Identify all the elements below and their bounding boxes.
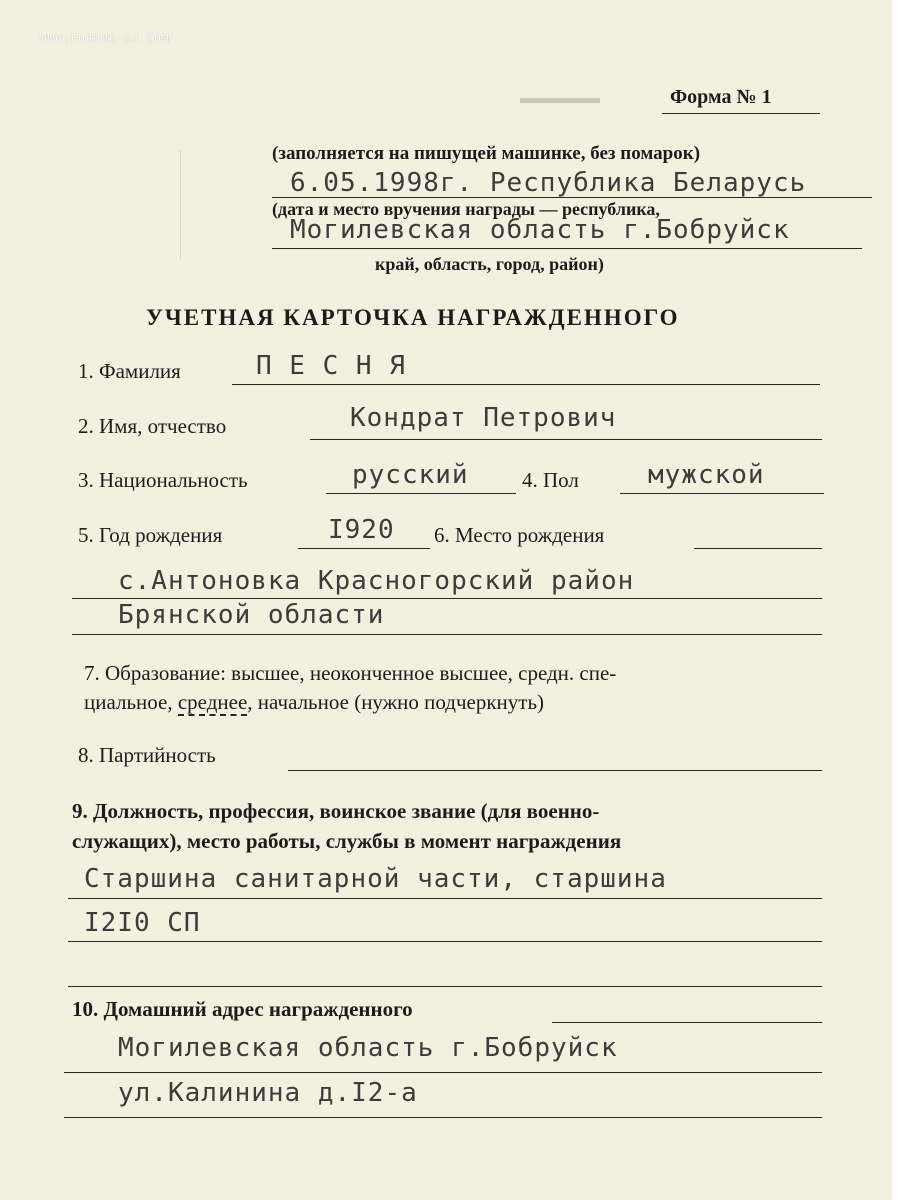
paper-edge — [892, 0, 898, 1200]
name-line — [310, 439, 822, 440]
education-option: циальное, — [84, 690, 178, 714]
address-line-c — [64, 1117, 822, 1118]
sex-line — [620, 493, 824, 494]
birth-place-label: 6. Место рождения — [434, 523, 605, 547]
birth-year-line — [298, 548, 430, 549]
surname-label: 1. Фамилия — [78, 359, 181, 383]
form-number-underline — [662, 113, 820, 114]
position-line-2 — [68, 941, 822, 942]
award-date-place-line-1 — [272, 197, 872, 198]
sex-label: 4. Пол — [522, 468, 579, 492]
award-date-place-line-2 — [272, 248, 862, 249]
show-through-mark: ▬▬▬▬▬ — [520, 90, 600, 107]
award-date-place-value: 6.05.1998г. Республика Беларусь — [290, 168, 807, 198]
party-label: 8. Партийность — [78, 743, 216, 767]
address-line-b — [64, 1072, 822, 1073]
award-region-value: Могилевская область г.Бобруйск — [290, 215, 790, 245]
address-value-1: Могилевская область г.Бобруйск — [118, 1033, 618, 1063]
sex-value: мужской — [648, 460, 765, 490]
nationality-line — [326, 493, 516, 494]
typewriter-instruction: (заполняется на пишущей машинке, без помарок) — [272, 143, 701, 164]
birth-place-line-a — [694, 548, 822, 549]
position-line-3 — [68, 986, 822, 987]
award-region-label: край, область, город, район) — [375, 254, 604, 274]
award-date-place-label: (дата и место вручения награды — республика, — [272, 199, 660, 219]
position-value-1: Старшина санитарной части, старшина — [84, 864, 667, 894]
education-label-line-2 — [84, 690, 544, 715]
surname-line — [232, 384, 820, 385]
address-label: 10. Домашний адрес награжденного — [72, 997, 413, 1021]
name-value: Кондрат Петрович — [350, 403, 617, 433]
position-label-line-1: 9. Должность, профессия, воинское звание (для военно- — [72, 799, 600, 823]
birth-place-line-b — [72, 598, 822, 599]
form-number: Форма № 1 — [670, 86, 772, 108]
birth-year-value: I920 — [328, 515, 395, 545]
education-option: , начальное (нужно подчеркнуть) — [247, 690, 545, 714]
name-label: 2. Имя, отчество — [78, 414, 227, 438]
position-line-1 — [68, 898, 822, 899]
education-selected-option: среднее — [177, 690, 248, 714]
party-line — [288, 770, 822, 771]
address-line-a — [552, 1022, 822, 1023]
education-label-line-1: 7. Образование: высшее, неоконченное высшее, средн. спе- — [84, 661, 617, 685]
birth-place-value-1: с.Антоновка Красногорский район — [118, 566, 635, 596]
surname-value: П Е С Н Я — [256, 351, 406, 381]
birth-place-line-c — [72, 634, 822, 635]
address-value-2: ул.Калинина д.I2-а — [118, 1078, 418, 1108]
position-label-line-2: служащих), место работы, службы в момент награждения — [72, 829, 622, 853]
nationality-label: 3. Национальность — [78, 468, 248, 492]
birth-place-value-2: Брянской области — [118, 600, 385, 630]
position-value-2: I2I0 СП — [84, 908, 201, 938]
birth-year-label: 5. Год рождения — [78, 523, 223, 547]
card-title: УЧЕТНАЯ КАРТОЧКА НАГРАЖДЕННОГО — [146, 305, 680, 330]
show-through-mark — [70, 150, 181, 260]
watermark: WWW.FORUMS-SU.COM — [40, 32, 170, 45]
nationality-value: русский — [352, 460, 469, 490]
